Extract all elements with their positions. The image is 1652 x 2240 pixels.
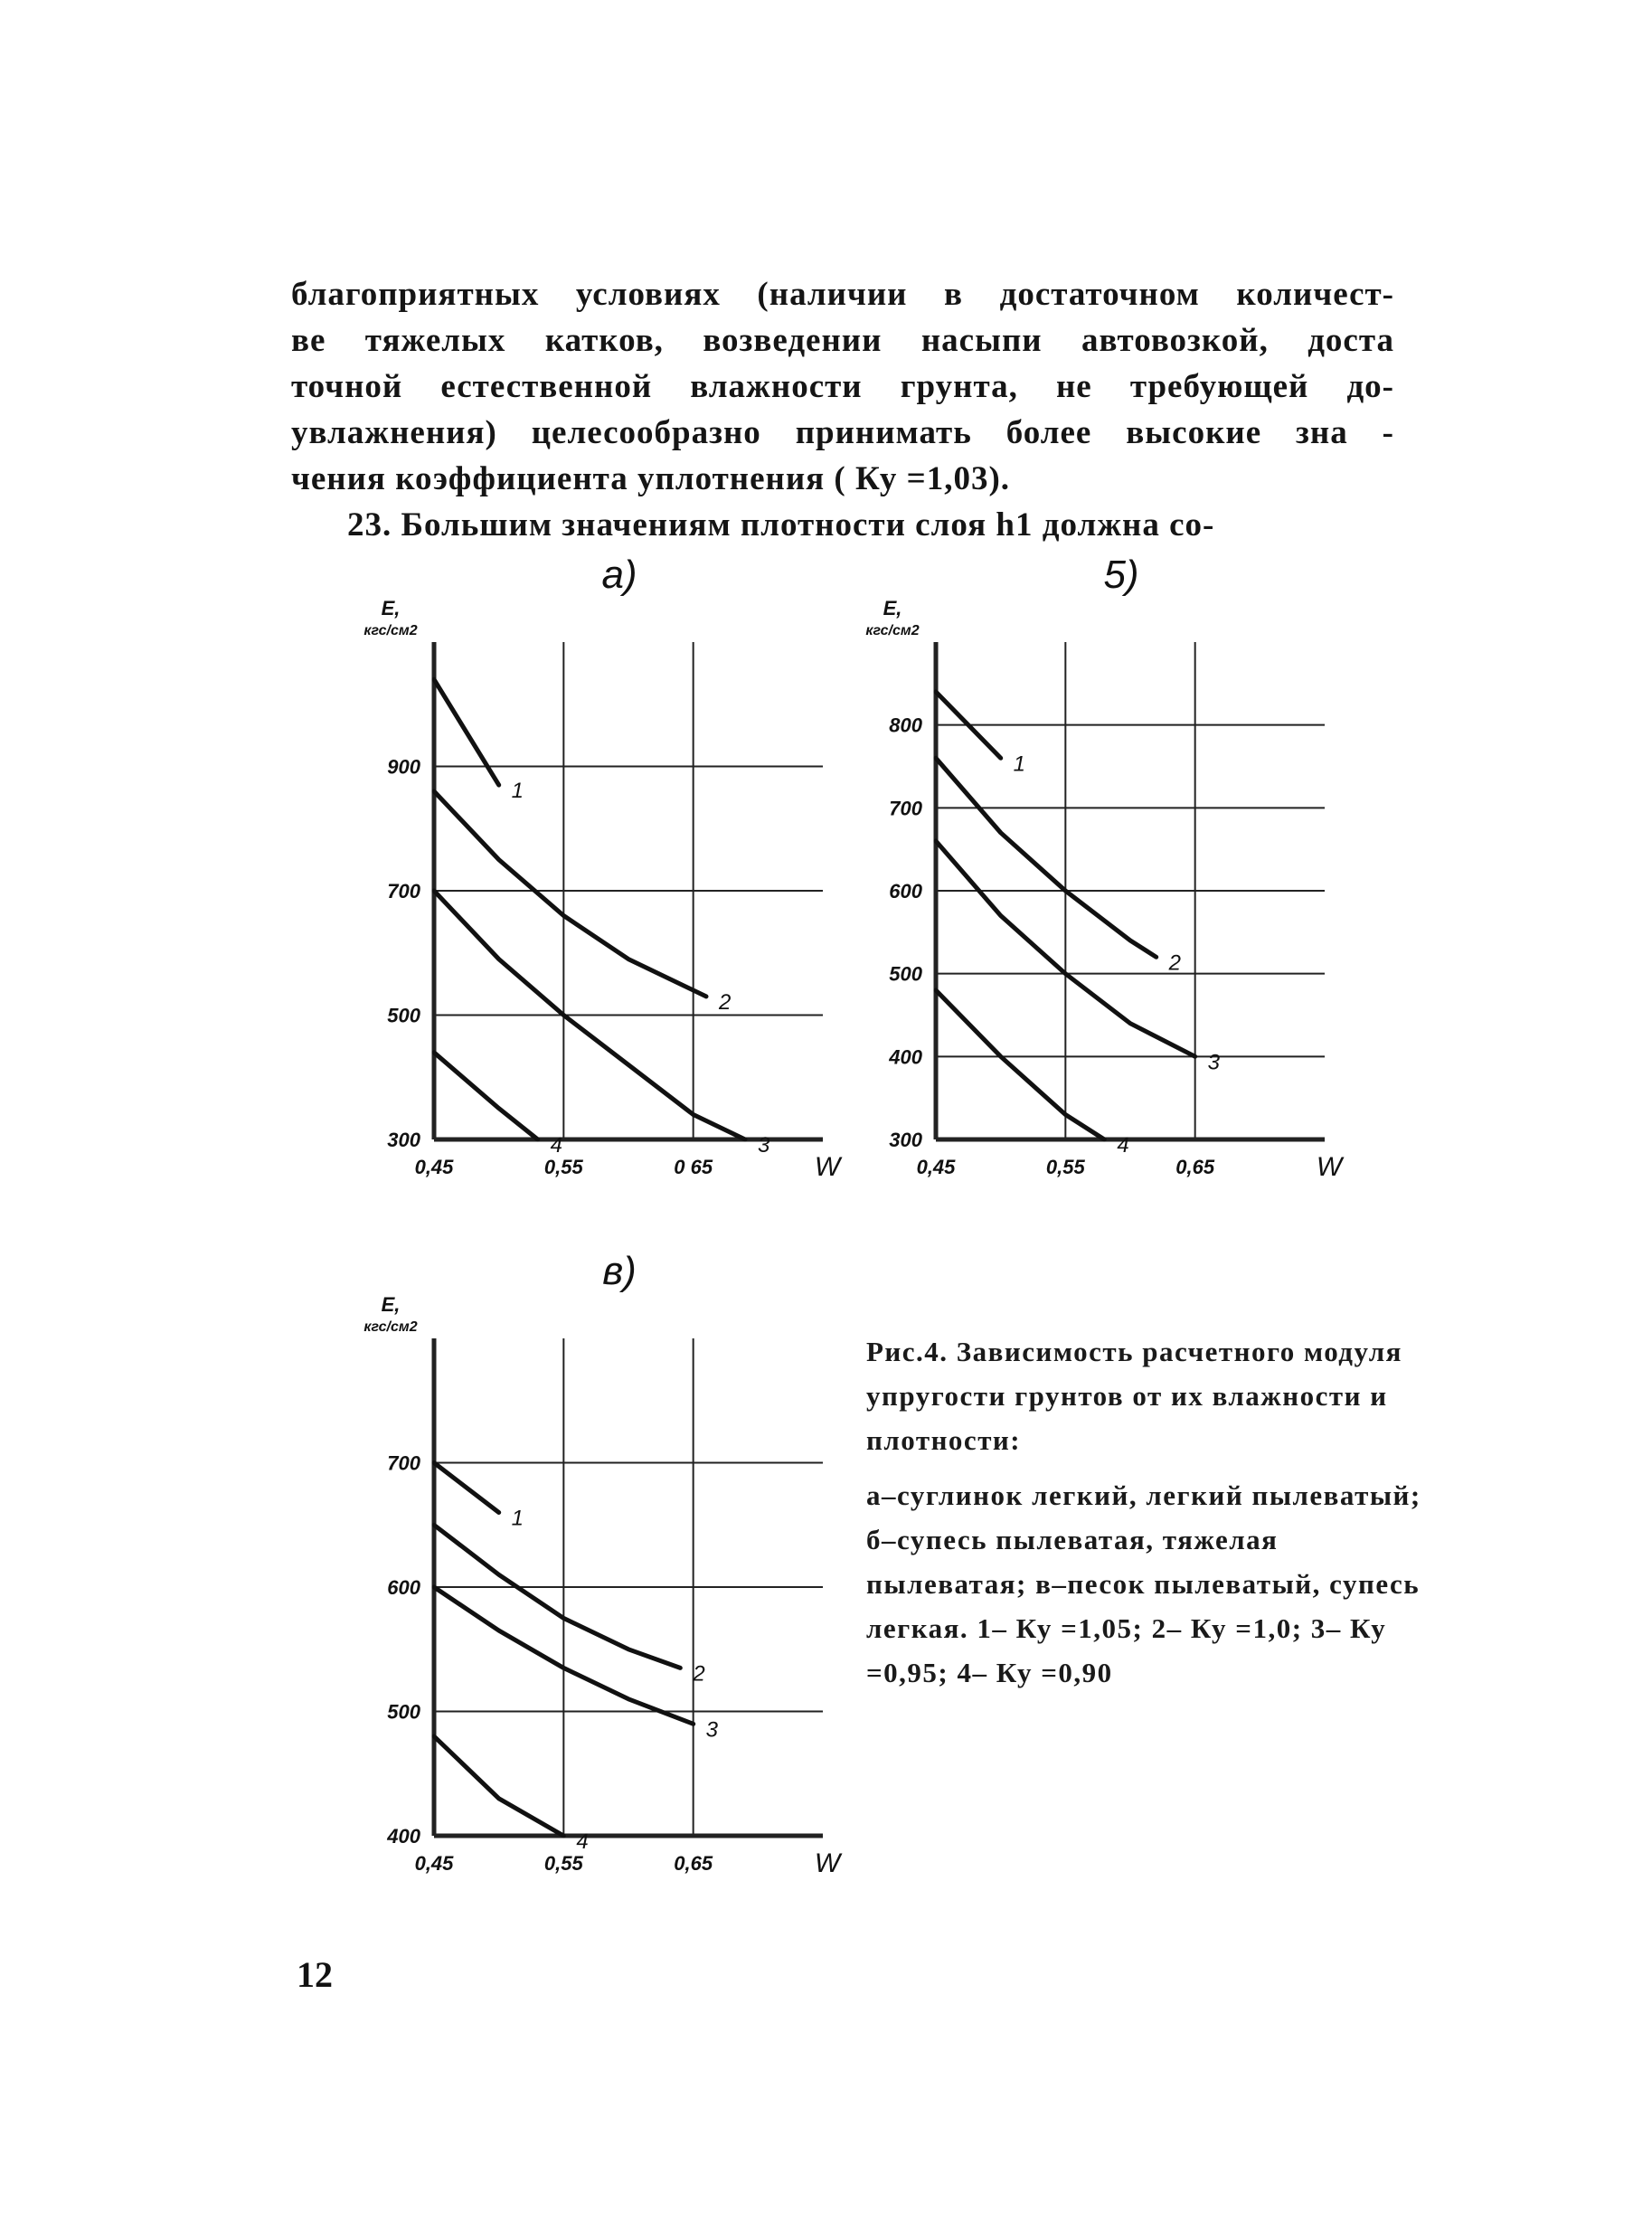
caption-legend: а–суглинок легкий, легкий пылеватый; б–супесь пылеватая, тяжелая пылеватая; в–песок пылеватый, супесь легкая. 1– Ку =1,05; 2– Ку =1,0; 3– Ку =0,95; 4– Ку =0,90 xyxy=(866,1479,1421,1688)
y-tick-label: 600 xyxy=(387,1576,420,1599)
y-tick-label: 500 xyxy=(387,1004,420,1027)
text-line: точной естественной влажности грунта, не требующей до- xyxy=(291,368,1394,405)
x-tick-label: 0,65 xyxy=(1175,1156,1215,1178)
y-axis-label: E, xyxy=(883,597,902,619)
y-tick-label: 600 xyxy=(889,880,922,903)
y-tick-label: 700 xyxy=(387,1451,420,1475)
series-line-4 xyxy=(434,1736,563,1836)
x-tick-label: 0 65 xyxy=(674,1156,713,1178)
x-axis-label: W xyxy=(814,1152,841,1182)
caption-title: Рис.4. Зависимость расчетного модуля упругости грунтов от их влажности и плотности: xyxy=(866,1336,1402,1456)
figure-caption xyxy=(866,1329,1445,1695)
text-line: благоприятных условиях (наличии в достаточном количест- xyxy=(291,276,1394,313)
page-number: 12 xyxy=(297,1954,333,1995)
series-label-3: 3 xyxy=(1207,1050,1221,1075)
x-tick-label: 0,55 xyxy=(543,1156,583,1178)
series-label-1: 1 xyxy=(511,1506,524,1531)
series-label-3: 3 xyxy=(758,1133,770,1158)
series-label-4: 4 xyxy=(550,1133,563,1158)
x-tick-label: 0,45 xyxy=(414,1852,454,1875)
series-label-2: 2 xyxy=(719,989,732,1015)
y-tick-label: 500 xyxy=(387,1700,420,1724)
chart-b xyxy=(845,553,1352,1194)
x-tick-label: 0,55 xyxy=(543,1852,583,1875)
y-tick-label: 400 xyxy=(889,1045,922,1069)
text-line: 23. Большим значениям плотности слоя h1 должна со- xyxy=(347,506,1215,543)
series-label-1: 1 xyxy=(1013,751,1026,777)
chart-c xyxy=(344,1249,850,1890)
series-line-2 xyxy=(936,758,1156,957)
y-tick-label: 700 xyxy=(889,797,922,820)
series-line-2 xyxy=(434,1525,680,1668)
series-line-2 xyxy=(434,791,706,997)
y-tick-label: 500 xyxy=(889,962,922,986)
x-tick-label: 0,65 xyxy=(674,1852,713,1875)
y-axis-label: E, xyxy=(381,597,401,619)
panel-label: 5) xyxy=(1103,553,1139,597)
y-axis-unit: кгс/см2 xyxy=(363,623,418,638)
chart-a xyxy=(344,553,850,1194)
y-tick-label: 300 xyxy=(889,1129,922,1151)
x-axis-label: W xyxy=(1316,1152,1343,1182)
x-axis-label: W xyxy=(814,1848,841,1878)
y-tick-label: 300 xyxy=(387,1129,420,1151)
series-label-1: 1 xyxy=(511,779,524,804)
series-label-4: 4 xyxy=(1117,1133,1129,1158)
y-tick-label: 700 xyxy=(387,880,420,903)
x-tick-label: 0,45 xyxy=(414,1156,454,1178)
x-tick-label: 0,55 xyxy=(1045,1156,1085,1178)
y-tick-label: 800 xyxy=(889,714,922,737)
y-axis-unit: кгс/см2 xyxy=(363,1319,418,1335)
y-axis-label: E, xyxy=(381,1293,401,1316)
series-label-3: 3 xyxy=(705,1717,719,1743)
y-tick-label: 900 xyxy=(387,755,420,779)
text-line: чения коэффициента уплотнения ( Ку =1,03). xyxy=(291,460,1011,497)
panel-label: а) xyxy=(601,553,637,597)
y-tick-label: 400 xyxy=(387,1825,420,1848)
text-line: ве тяжелых катков, возведении насыпи автовозкой, доста xyxy=(291,322,1394,359)
panel-label: в) xyxy=(602,1249,637,1293)
series-line-4 xyxy=(434,1053,538,1139)
series-line-1 xyxy=(434,1463,499,1513)
y-axis-unit: кгс/см2 xyxy=(865,623,920,638)
series-label-2: 2 xyxy=(1168,950,1182,976)
text-line: увлажнения) целесообразно принимать более высокие зна - xyxy=(291,414,1394,451)
x-tick-label: 0,45 xyxy=(916,1156,956,1178)
main-paragraph xyxy=(291,271,1394,548)
series-label-4: 4 xyxy=(576,1829,589,1854)
series-label-2: 2 xyxy=(693,1661,705,1687)
series-line-1 xyxy=(434,679,499,785)
series-line-4 xyxy=(936,990,1104,1139)
